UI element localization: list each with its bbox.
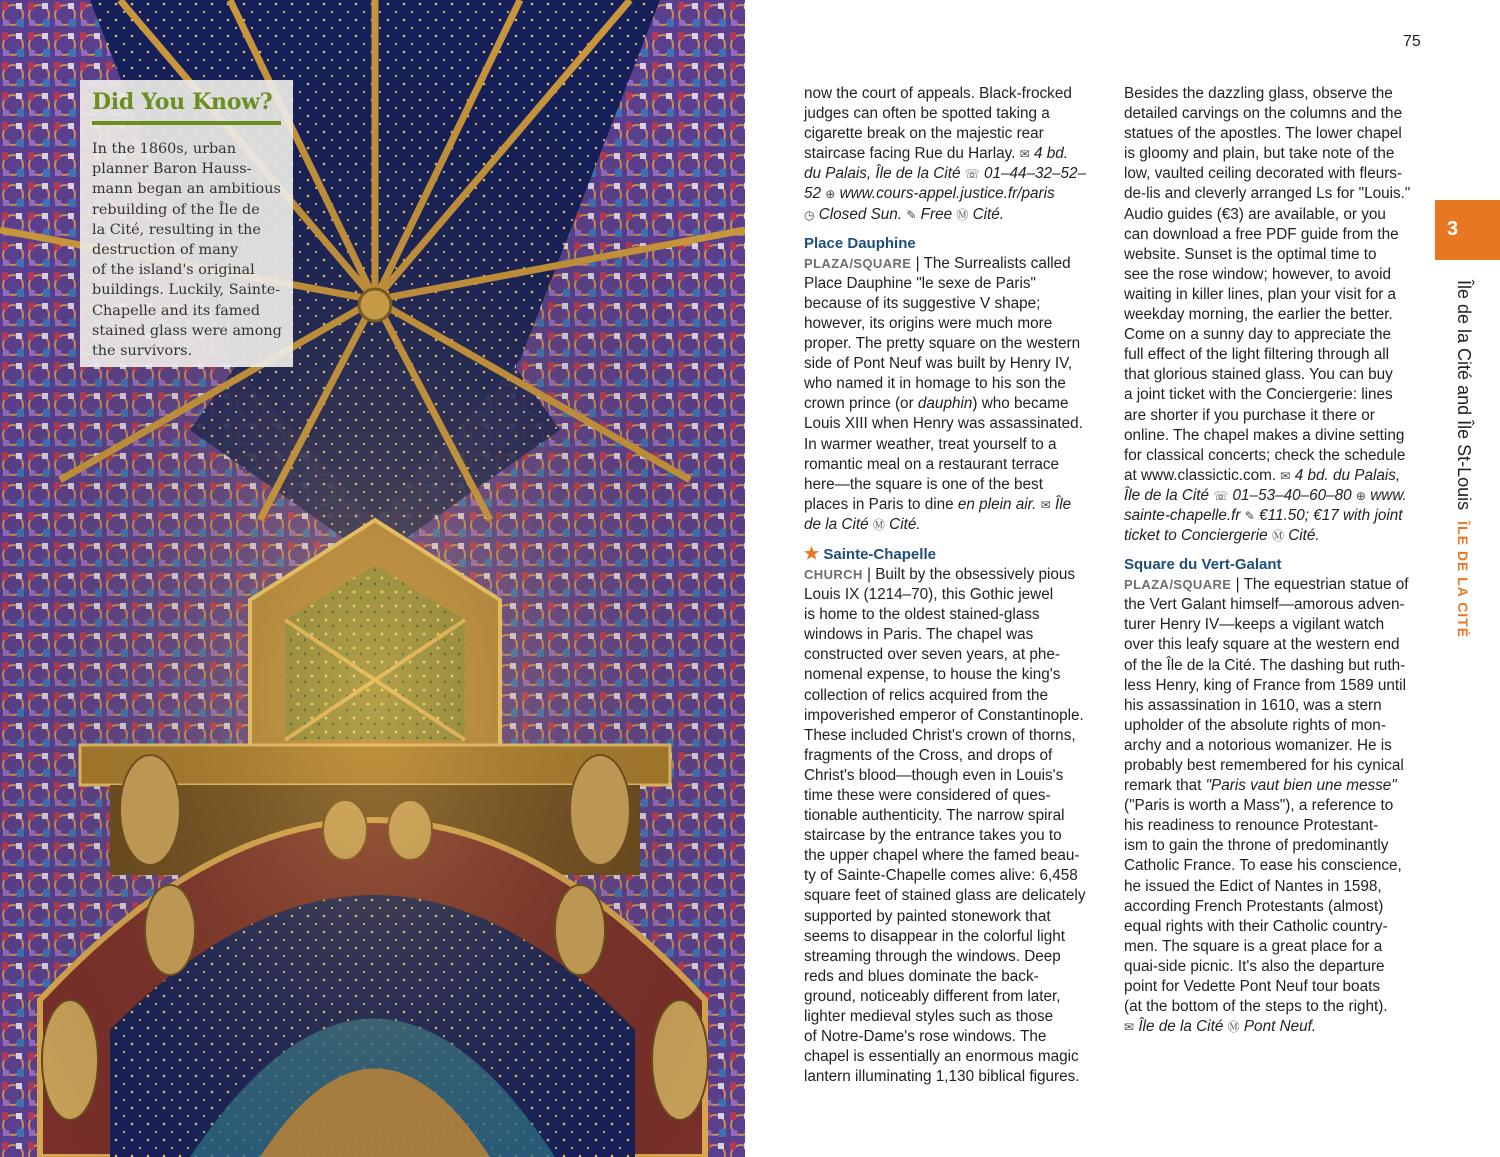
text-line: lantern illuminating 1,130 biblical figures. (804, 1068, 1080, 1086)
address-icon: ✉ (1124, 1020, 1135, 1035)
entry-heading-sainte-chapelle: ★ Sainte-Chapelle (804, 543, 936, 563)
text-line: Christ's blood—though even in Louis's (804, 766, 1064, 784)
text-line: weekday morning, the earlier the better. (1124, 306, 1393, 324)
text-line: In warmer weather, treat yourself to a (804, 435, 1057, 453)
chapter-tab (1435, 200, 1500, 260)
entry-first-line: PLAZA/SQUARE | The equestrian statue of (1124, 576, 1409, 594)
text-line: the survivors. (92, 343, 193, 360)
phone-icon: ☏ (1213, 488, 1229, 503)
price-icon: ✎ (906, 207, 917, 222)
text-line: a joint ticket with the Conciergerie: lines (1124, 386, 1393, 404)
address-icon: ✉ (1280, 468, 1291, 483)
address-icon: ✉ (1040, 497, 1051, 512)
text-line: collection of relics acquired from the (804, 686, 1049, 704)
star-icon: ★ (804, 543, 820, 563)
did-you-know-box (80, 80, 293, 367)
text-line: Come on a sunny day to appreciate the (1124, 326, 1392, 344)
text-line: because of its suggestive V shape; (804, 294, 1041, 312)
text-line: see the rose window; however, to avoid (1124, 265, 1392, 283)
text-line: according French Protestants (almost) (1124, 897, 1384, 915)
text-line: time these were considered of ques- (804, 787, 1051, 804)
section-title: ÎLE DE LA CITÉ (1455, 521, 1471, 639)
text-line: of the island's original (92, 262, 255, 279)
web-icon: ⊕ (1355, 488, 1366, 503)
text-line: detailed carvings on the columns and the (1124, 105, 1403, 123)
website-link[interactable]: www. (1370, 486, 1407, 504)
text-line: staircase by the entrance takes you to (804, 827, 1062, 845)
entry-first-line: PLAZA/SQUARE | The Surrealists called (804, 254, 1071, 272)
info-line: ◷ Closed Sun. ✎ Free Ⓜ Cité. (804, 205, 1005, 223)
text-line: Louis XIII when Henry was assassinated. (804, 415, 1083, 433)
text-line: statues of the apostles. The lower chapel (1124, 125, 1402, 143)
text-line: impoverished emperor of Constantinople. (804, 706, 1084, 724)
text-line: full effect of the light filtering through all (1124, 346, 1390, 364)
text-column-right (1124, 84, 1424, 1037)
text-line: ground, noticeably different from later, (804, 987, 1061, 1005)
text-line: Chapelle and its famed (92, 302, 261, 319)
text-line: reds and blues dominate the back- (804, 967, 1039, 985)
title-rule (92, 121, 281, 125)
text-line: Besides the dazzling glass, observe the (1124, 85, 1393, 102)
category-label: PLAZA/SQUARE (804, 255, 912, 271)
website-link[interactable]: www.cours-appel.justice.fr/paris (839, 185, 1055, 203)
text-line: are shorter if you purchase it there or (1124, 406, 1375, 424)
text-column-left (804, 84, 1104, 1087)
text-line: the upper chapel where the famed beau- (804, 847, 1080, 865)
info-line: Île de la Cité ☏ 01–53–40–60–80 ⊕ www. (1124, 486, 1407, 504)
text-line: upholder of the absolute rights of mon- (1124, 716, 1386, 734)
text-line: windows in Paris. The chapel was (804, 626, 1034, 644)
text-line: seems to disappear in the colorful light (804, 927, 1066, 945)
text-line: waiting in killer lines, plan your visit for a (1124, 285, 1397, 303)
text-line: romantic meal on a restaurant terrace (804, 455, 1060, 473)
text-line: proper. The pretty square on the western (804, 335, 1081, 353)
entry-heading-place-dauphine: Place Dauphine (804, 234, 916, 252)
text-line: These included Christ's crown of thorns, (804, 726, 1076, 744)
text-line: constructed over seven years, at phe- (804, 646, 1060, 664)
text-line: Louis IX (1214–70), this Gothic jewel (804, 586, 1054, 604)
text-line: archy and a notorious womanizer. He is (1124, 736, 1392, 754)
text-line: fragments of the Cross, and drops of (804, 746, 1053, 764)
text-line: here—the square is one of the best (804, 475, 1043, 493)
web-icon: ⊕ (825, 187, 836, 202)
chapter-running-head (1452, 280, 1476, 639)
info-line: ticket to Conciergerie Ⓜ Cité. (1124, 527, 1320, 545)
price-icon: ✎ (1244, 508, 1255, 523)
did-you-know-text (92, 139, 281, 361)
text-line: the Vert Galant himself—amorous adven- (1124, 596, 1405, 614)
text-line: tionable authenticity. The narrow spiral (804, 807, 1065, 825)
category-label: PLAZA/SQUARE (1124, 577, 1232, 593)
metro-icon: Ⓜ (956, 207, 969, 222)
entry-heading-vert-galant: Square du Vert-Galant (1124, 556, 1282, 574)
text-line: (at the bottom of the steps to the right). (1124, 998, 1388, 1016)
info-line: de la Cité Ⓜ Cité. (804, 515, 921, 533)
chapter-title: Île de la Cité and Île St-Louis (1454, 280, 1474, 511)
metro-icon: Ⓜ (872, 517, 885, 532)
text-line: of Notre-Dame's rose windows. The (804, 1028, 1047, 1046)
text-line: cigarette break on the majestic rear (804, 125, 1044, 143)
text-line: who named it in homage to his son the (804, 375, 1066, 393)
text-line: supported by painted stonework that (804, 907, 1051, 925)
did-you-know-title: Did You Know? (92, 89, 273, 115)
text-line: quai-side picnic. It's also the departure (1124, 957, 1385, 975)
metro-icon: Ⓜ (1271, 529, 1284, 544)
phone-icon: ☏ (964, 167, 980, 182)
text-line: website. Sunset is the optimal time to (1124, 245, 1377, 263)
text-line: is gloomy and plain, but take note of the (1124, 145, 1395, 163)
info-line: sainte-chapelle.fr ✎ €11.50; €17 with joint (1124, 506, 1403, 524)
text-line: online. The chapel makes a divine setting (1124, 426, 1405, 444)
text-line: point for Vedette Pont Neuf tour boats (1124, 978, 1380, 996)
text-line: destruction of many (92, 242, 239, 259)
metro-icon: Ⓜ (1227, 1020, 1240, 1035)
chapter-number: 3 (1447, 218, 1459, 240)
text-line: his assassination in 1610, was a stern (1124, 696, 1382, 714)
text-line: Audio guides (€3) are available, or you (1124, 205, 1386, 223)
text-line: remark that "Paris vaut bien une messe" (1124, 777, 1397, 795)
text-line: rebuilding of the Île de (92, 201, 260, 218)
text-line: low, vaulted ceiling decorated with fleurs- (1124, 165, 1403, 183)
text-line: however, its origins were much more (804, 314, 1053, 332)
text-line: less Henry, king of France from 1589 until (1124, 676, 1406, 694)
text-line: over this leafy square at the western end (1124, 636, 1400, 654)
entry-first-line: CHURCH | Built by the obsessively pious (804, 565, 1076, 583)
text-line: can download a free PDF guide from the (1124, 225, 1399, 243)
info-line: ✉ Île de la Cité Ⓜ Pont Neuf. (1124, 1018, 1317, 1036)
text-line: In the 1860s, urban (92, 141, 237, 157)
text-line: lighter medieval styles such as those (804, 1008, 1054, 1026)
text-line: Catholic France. To ease his conscience, (1124, 857, 1402, 875)
text-line: that glorious stained glass. You can buy (1124, 366, 1393, 384)
address-icon: ✉ (1019, 147, 1030, 162)
text-line: ty of Sainte-Chapelle comes alive: 6,458 (804, 867, 1078, 885)
text-line: mann began an ambitious (92, 181, 281, 198)
text-line: ("Paris is worth a Mass"), a reference to (1124, 797, 1394, 815)
clock-icon: ◷ (804, 207, 815, 222)
info-line: du Palais, Île de la Cité ☏ 01–44–32–52– (804, 165, 1087, 183)
text-line: now the court of appeals. Black-frocked (804, 85, 1072, 102)
text-line: for classical concerts; check the schedule (1124, 446, 1406, 464)
category-label: CHURCH (804, 566, 863, 582)
text-line: nomenal expense, to house the king's (804, 666, 1061, 684)
text-line: stained glass were among (92, 322, 282, 339)
text-line: turer Henry IV—keeps a vigilant watch (1124, 616, 1385, 634)
text-line: Place Dauphine "le sexe de Paris" (804, 274, 1036, 292)
text-line: probably best remembered for his cynical (1124, 757, 1404, 774)
sainte-chapelle-photo (0, 0, 745, 1157)
text-line: equal rights with their Catholic country- (1124, 917, 1388, 935)
text-line: buildings. Luckily, Sainte- (92, 282, 281, 299)
text-line: streaming through the windows. Deep (804, 947, 1061, 965)
text-line: his readiness to renounce Protestant- (1124, 817, 1379, 835)
text-line: side of Pont Neuf was built by Henry IV, (804, 355, 1073, 373)
info-line: 52 ⊕ www.cours-appel.justice.fr/paris (804, 185, 1055, 203)
info-line: places in Paris to dine en plein air. ✉ Île (804, 495, 1072, 513)
text-line: crown prince (or dauphin) who became (804, 395, 1069, 413)
text-line: ism to gain the throne of predominantly (1124, 837, 1389, 855)
info-line: at www.classictic.com. ✉ 4 bd. du Palais, (1124, 466, 1401, 484)
text-line: is home to the oldest stained-glass (804, 606, 1040, 624)
text-line: planner Baron Hauss- (92, 161, 252, 178)
website-link[interactable]: sainte-chapelle.fr (1124, 506, 1241, 524)
text-line: square feet of stained glass are delicately (804, 887, 1086, 905)
page-number: 75 (1403, 33, 1421, 50)
info-line: staircase facing Rue du Harlay. ✉ 4 bd. (804, 145, 1069, 163)
text-line: he issued the Edict of Nantes in 1598, (1124, 877, 1382, 895)
text-line: la Cité, resulting in the (92, 221, 261, 238)
text-line: men. The square is a great place for a (1124, 937, 1383, 955)
text-line: chapel is essentially an enormous magic (804, 1048, 1079, 1066)
text-line: de-lis and cleverly arranged Ls for "Louis." (1124, 185, 1411, 203)
text-line: of the Île de la Cité. The dashing but ruth- (1124, 656, 1406, 674)
text-line: judges can often be spotted taking a (804, 105, 1050, 123)
